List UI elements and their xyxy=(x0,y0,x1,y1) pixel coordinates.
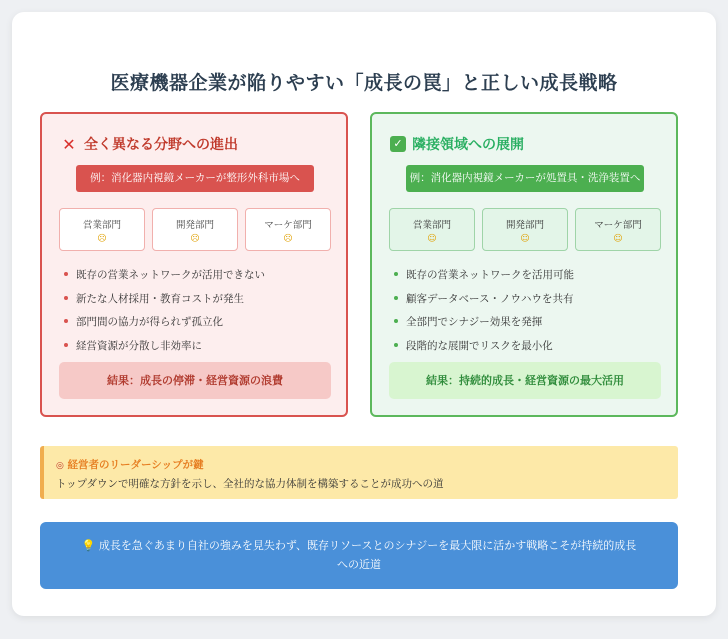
strategy-dept-marketing xyxy=(575,208,661,251)
check-mark-icon: ✓ xyxy=(390,136,406,152)
list-item: 新たな人材採用・教育コストが発生 xyxy=(64,291,265,315)
dept-label: マーケ部門 xyxy=(264,220,312,231)
target-icon: ◎ xyxy=(56,461,64,471)
trap-panel xyxy=(40,112,348,417)
strategy-panel xyxy=(370,112,678,417)
trap-dept-sales xyxy=(59,208,145,251)
sad-face-icon: ☹ xyxy=(97,234,107,244)
worried-face-icon: ☹ xyxy=(190,234,200,244)
confused-face-icon: ☹ xyxy=(283,234,293,244)
leadership-callout xyxy=(40,446,678,499)
strategy-example-banner: 例：消化器内視鏡メーカーが処置具・洗浄装置へ xyxy=(406,165,644,192)
strategy-heading-label: 隣接領域への展開 xyxy=(412,137,524,153)
dept-label: 開発部門 xyxy=(175,220,214,231)
strategy-dept-dev xyxy=(482,208,568,251)
lightbulb-icon: 💡 xyxy=(81,539,96,552)
strategy-heading xyxy=(390,134,524,154)
dept-label: 営業部門 xyxy=(82,220,121,231)
trap-dept-dev xyxy=(152,208,238,251)
strategy-departments xyxy=(389,208,661,251)
list-item: 部門間の協力が得られず孤立化 xyxy=(64,314,265,338)
trap-dept-marketing xyxy=(245,208,331,251)
trap-heading xyxy=(60,134,238,154)
smile-face-icon: ☺ xyxy=(520,234,530,244)
trap-bullet-list xyxy=(64,267,265,361)
list-item: 既存の営業ネットワークを活用可能 xyxy=(394,267,574,291)
list-item: 顧客データベース・ノウハウを共有 xyxy=(394,291,574,315)
summary-tip-text: 成長を急ぐあまり自社の強みを見失わず、既存リソースとのシナジーを最大限に活かす戦略こそが持続的成長への近道 xyxy=(98,539,637,571)
leadership-title xyxy=(56,457,678,472)
dept-label: 開発部門 xyxy=(505,220,544,231)
dept-label: マーケ部門 xyxy=(594,220,642,231)
strategy-bullet-list xyxy=(394,267,574,361)
summary-tip-box xyxy=(40,522,678,589)
leadership-text: トップダウンで明確な方針を示し、全社的な協力体制を構築することが成功への道 xyxy=(56,478,444,490)
leadership-title-label: 経営者のリーダーシップが鍵 xyxy=(67,459,204,471)
dept-label: 営業部門 xyxy=(412,220,451,231)
strategy-result: 結果：持続的成長・経営資源の最大活用 xyxy=(389,362,661,399)
strategy-dept-sales xyxy=(389,208,475,251)
trap-example-banner: 例：消化器内視鏡メーカーが整形外科市場へ xyxy=(76,165,314,192)
list-item: 段階的な展開でリスクを最小化 xyxy=(394,338,574,362)
trap-departments xyxy=(59,208,331,251)
list-item: 経営資源が分散し非効率に xyxy=(64,338,265,362)
main-card xyxy=(12,12,716,616)
cross-mark-icon: ✕ xyxy=(62,134,76,154)
list-item: 既存の営業ネットワークが活用できない xyxy=(64,267,265,291)
smile-face-icon: ☺ xyxy=(613,234,623,244)
smile-face-icon: ☺ xyxy=(427,234,437,244)
trap-result: 結果：成長の停滞・経営資源の浪費 xyxy=(59,362,331,399)
list-item: 全部門でシナジー効果を発揮 xyxy=(394,314,574,338)
trap-heading-label: 全く異なる分野への進出 xyxy=(84,137,238,153)
page-title: 医療機器企業が陥りやすい「成長の罠」と正しい成長戦略 xyxy=(110,72,618,94)
